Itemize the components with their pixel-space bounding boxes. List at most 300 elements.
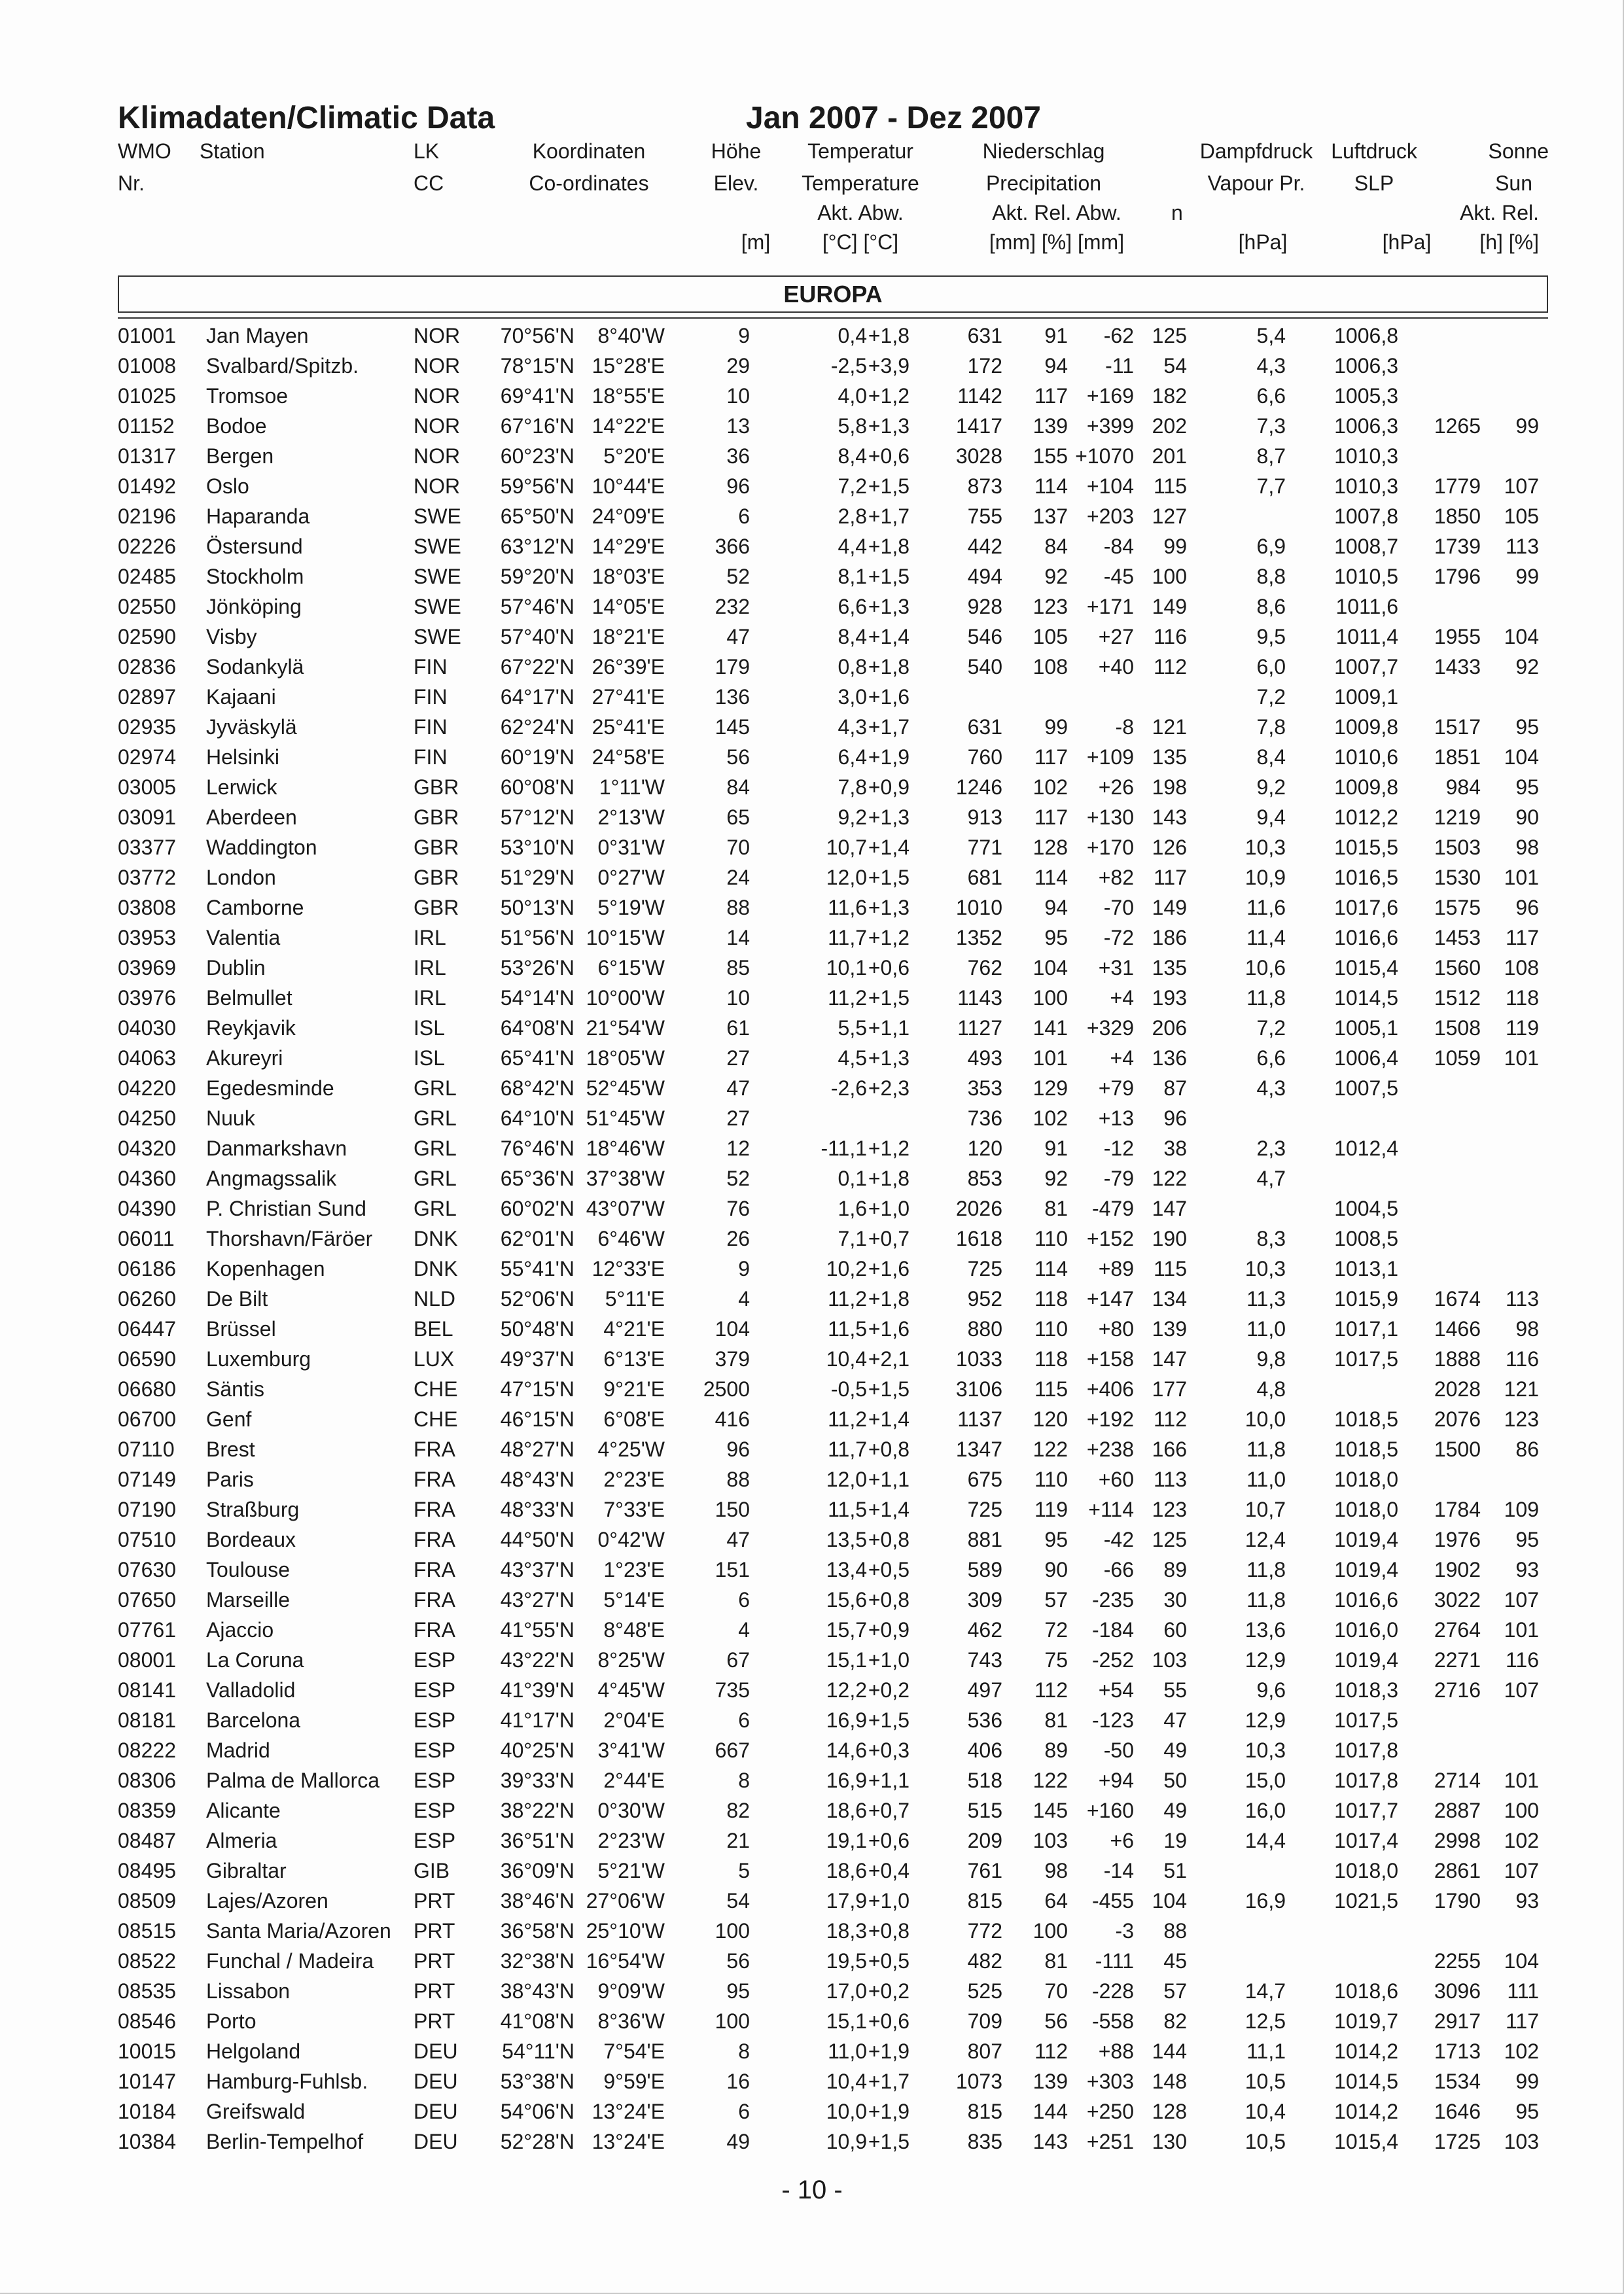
temp-anomaly: +1,5 <box>868 866 909 889</box>
precip-anomaly: +158 <box>1086 1347 1134 1371</box>
latitude: 52°28'N <box>500 2130 574 2153</box>
precip-n: 103 <box>1152 1648 1187 1672</box>
precip-anomaly: -479 <box>1091 1197 1134 1220</box>
longitude: 6°46'W <box>597 1227 665 1250</box>
vapour-pressure: 7,2 <box>1256 685 1286 709</box>
country-code: IRL <box>414 956 446 979</box>
sun-actual: 2271 <box>1434 1648 1481 1672</box>
temp-actual: 5,8 <box>838 414 867 438</box>
country-code: GRL <box>414 1106 457 1130</box>
precip-n: 147 <box>1152 1347 1187 1371</box>
station-name: Dublin <box>206 956 266 979</box>
station-name: Santa Maria/Azoren <box>206 1919 391 1943</box>
vapour-pressure: 15,0 <box>1244 1769 1286 1792</box>
precip-actual: 3106 <box>955 1377 1002 1401</box>
temp-anomaly: +1,4 <box>868 1407 909 1431</box>
country-code: SWE <box>414 504 461 528</box>
station-name: Danmarkshavn <box>206 1137 347 1160</box>
header-temperature: Temperature <box>802 171 919 195</box>
temp-actual: 12,0 <box>826 866 867 889</box>
precip-actual: 518 <box>967 1769 1002 1792</box>
precip-actual: 1010 <box>955 896 1002 919</box>
sun-relative: 108 <box>1504 956 1539 979</box>
precip-anomaly: -111 <box>1095 1949 1134 1973</box>
elevation: 179 <box>715 655 750 679</box>
header-slp-unit: [hPa] <box>1382 230 1432 254</box>
table-row <box>0 1976 1624 2006</box>
station-name: Funchal / Madeira <box>206 1949 374 1973</box>
temp-anomaly: +1,2 <box>868 1137 909 1160</box>
precip-anomaly: +203 <box>1086 504 1134 528</box>
precip-actual: 1127 <box>957 1016 1002 1040</box>
precip-actual: 1142 <box>957 384 1002 408</box>
sun-actual: 3022 <box>1434 1588 1481 1612</box>
table-row <box>0 411 1624 441</box>
wmo-number: 03808 <box>118 896 176 919</box>
precip-relative: 102 <box>1033 1106 1068 1130</box>
table-row <box>0 1464 1624 1494</box>
table-row <box>0 471 1624 501</box>
sun-actual: 1500 <box>1434 1438 1481 1461</box>
vapour-pressure: 10,0 <box>1244 1407 1286 1431</box>
temp-anomaly: +1,9 <box>868 2100 909 2123</box>
station-name: Brest <box>206 1438 255 1461</box>
precip-actual: 771 <box>967 836 1002 859</box>
precip-anomaly: +406 <box>1086 1377 1134 1401</box>
sea-level-pressure: 1018,0 <box>1334 1498 1398 1521</box>
country-code: PRT <box>414 1889 455 1913</box>
temp-actual: 7,2 <box>838 474 867 498</box>
longitude: 2°04'E <box>603 1708 665 1732</box>
precip-n: 47 <box>1163 1708 1187 1732</box>
sea-level-pressure: 1005,1 <box>1334 1016 1398 1040</box>
header-sun-sub: Akt. Rel. <box>1460 201 1539 224</box>
sea-level-pressure: 1017,5 <box>1334 1347 1398 1371</box>
sun-actual: 984 <box>1445 775 1481 799</box>
precip-n: 149 <box>1152 595 1187 618</box>
wmo-number: 04220 <box>118 1076 176 1100</box>
country-code: PRT <box>414 1949 455 1973</box>
precip-n: 112 <box>1153 655 1187 679</box>
temp-actual: 11,5 <box>828 1317 867 1341</box>
sea-level-pressure: 1010,3 <box>1334 474 1398 498</box>
precip-actual: 743 <box>967 1648 1002 1672</box>
sun-actual: 1796 <box>1434 565 1481 588</box>
vapour-pressure: 10,3 <box>1244 836 1286 859</box>
page-number: - 10 - <box>781 2176 843 2204</box>
elevation: 67 <box>726 1648 750 1672</box>
station-name: Toulouse <box>206 1558 291 1581</box>
sea-level-pressure: 1016,5 <box>1334 866 1398 889</box>
temp-anomaly: +0,5 <box>868 1558 909 1581</box>
latitude: 57°12'N <box>500 805 574 829</box>
precip-n: 123 <box>1152 1498 1187 1521</box>
temp-actual: 19,5 <box>826 1949 867 1973</box>
latitude: 64°08'N <box>500 1016 574 1040</box>
precip-n: 117 <box>1153 866 1187 889</box>
region-label: EUROPA <box>783 281 883 308</box>
sea-level-pressure: 1010,6 <box>1334 745 1398 769</box>
table-row <box>0 1494 1624 1525</box>
latitude: 41°39'N <box>500 1678 574 1702</box>
latitude: 69°41'N <box>500 384 574 408</box>
sun-relative: 93 <box>1515 1889 1539 1913</box>
sun-actual: 1517 <box>1434 715 1481 739</box>
precip-n: 104 <box>1152 1889 1187 1913</box>
precip-anomaly: +104 <box>1086 474 1134 498</box>
country-code: GRL <box>414 1137 457 1160</box>
temp-actual: 3,0 <box>838 685 867 709</box>
precip-anomaly: -12 <box>1103 1137 1134 1160</box>
station-name: London <box>206 866 276 889</box>
vapour-pressure: 9,4 <box>1256 805 1286 829</box>
elevation: 366 <box>715 535 750 558</box>
vapour-pressure: 10,6 <box>1244 956 1286 979</box>
vapour-pressure: 7,2 <box>1256 1016 1286 1040</box>
station-name: Hamburg-Fuhlsb. <box>206 2070 368 2093</box>
temp-actual: 4,5 <box>838 1046 867 1070</box>
sea-level-pressure: 1010,5 <box>1334 565 1398 588</box>
sea-level-pressure: 1016,6 <box>1334 1588 1398 1612</box>
country-code: GRL <box>414 1197 457 1220</box>
longitude: 6°08'E <box>603 1407 665 1431</box>
header-vp-unit: [hPa] <box>1238 230 1288 254</box>
elevation: 10 <box>726 986 750 1010</box>
table-row <box>0 501 1624 531</box>
latitude: 38°22'N <box>500 1799 574 1822</box>
station-name: Lajes/Azoren <box>206 1889 328 1913</box>
precip-n: 126 <box>1152 836 1187 859</box>
precip-n: 89 <box>1163 1558 1187 1581</box>
table-row <box>0 561 1624 591</box>
sea-level-pressure: 1009,1 <box>1334 685 1398 709</box>
temp-actual: 0,4 <box>838 324 867 347</box>
sun-relative: 95 <box>1515 1528 1539 1551</box>
latitude: 55°41'N <box>500 1257 574 1280</box>
precip-anomaly: -8 <box>1115 715 1134 739</box>
country-code: PRT <box>414 1919 455 1943</box>
wmo-number: 08306 <box>118 1769 176 1792</box>
precip-anomaly: +251 <box>1086 2130 1134 2153</box>
temp-actual: 4,4 <box>838 535 867 558</box>
table-row <box>0 712 1624 742</box>
precip-actual: 2026 <box>955 1197 1002 1220</box>
temp-actual: 5,5 <box>838 1016 867 1040</box>
temp-anomaly: +0,6 <box>868 2009 909 2033</box>
sun-actual: 1059 <box>1434 1046 1481 1070</box>
wmo-number: 08535 <box>118 1979 176 2003</box>
precip-relative: 100 <box>1033 1919 1068 1943</box>
precip-relative: 81 <box>1044 1708 1068 1732</box>
sun-actual: 2917 <box>1434 2009 1481 2033</box>
station-name: Berlin-Tempelhof <box>206 2130 364 2153</box>
table-row <box>0 802 1624 832</box>
precip-anomaly: -11 <box>1105 354 1134 378</box>
station-name: Alicante <box>206 1799 281 1822</box>
precip-anomaly: -62 <box>1103 324 1134 347</box>
wmo-number: 07510 <box>118 1528 176 1551</box>
vapour-pressure: 10,3 <box>1244 1738 1286 1762</box>
elevation: 70 <box>726 836 750 859</box>
latitude: 36°51'N <box>500 1829 574 1852</box>
precip-relative: 110 <box>1034 1317 1068 1341</box>
sea-level-pressure: 1015,4 <box>1334 2130 1398 2153</box>
sun-relative: 101 <box>1504 866 1539 889</box>
country-code: SWE <box>414 535 461 558</box>
latitude: 53°38'N <box>500 2070 574 2093</box>
header-prec-sub: Akt. Rel. Abw. <box>992 201 1121 224</box>
sun-actual: 1219 <box>1434 805 1481 829</box>
temp-anomaly: +1,3 <box>868 805 909 829</box>
elevation: 8 <box>738 2039 750 2063</box>
sea-level-pressure: 1008,7 <box>1334 535 1398 558</box>
temp-anomaly: +1,3 <box>868 896 909 919</box>
precip-actual: 546 <box>967 625 1002 648</box>
precip-actual: 515 <box>967 1799 1002 1822</box>
precip-n: 193 <box>1152 986 1187 1010</box>
precip-anomaly: -235 <box>1091 1588 1134 1612</box>
sea-level-pressure: 1006,8 <box>1334 324 1398 347</box>
sun-relative: 107 <box>1504 1859 1539 1882</box>
station-name: Egedesminde <box>206 1076 334 1100</box>
temp-anomaly: +0,8 <box>868 1438 909 1461</box>
longitude: 0°30'W <box>597 1799 665 1822</box>
elevation: 24 <box>726 866 750 889</box>
latitude: 54°06'N <box>500 2100 574 2123</box>
temp-actual: 11,5 <box>828 1498 867 1521</box>
table-row <box>0 1946 1624 1976</box>
longitude: 7°33'E <box>603 1498 665 1521</box>
vapour-pressure: 9,5 <box>1256 625 1286 648</box>
temp-anomaly: +1,8 <box>868 535 909 558</box>
wmo-number: 02485 <box>118 565 176 588</box>
longitude: 24°58'E <box>591 745 665 769</box>
vapour-pressure: 8,4 <box>1256 745 1286 769</box>
precip-relative: 155 <box>1033 444 1068 468</box>
country-code: ISL <box>414 1046 446 1070</box>
table-row <box>0 1163 1624 1193</box>
country-code: SWE <box>414 595 461 618</box>
station-name: Lissabon <box>206 1979 291 2003</box>
precip-n: 182 <box>1152 384 1187 408</box>
temp-actual: 17,0 <box>826 1979 867 2003</box>
precip-anomaly: -79 <box>1103 1167 1134 1190</box>
sea-level-pressure: 1007,7 <box>1334 655 1398 679</box>
vapour-pressure: 16,9 <box>1244 1889 1286 1913</box>
header-elev: Elev. <box>713 171 759 195</box>
country-code: FIN <box>414 685 448 709</box>
precip-n: 139 <box>1152 1317 1187 1341</box>
longitude: 25°10'W <box>586 1919 665 1943</box>
precip-relative: 90 <box>1044 1558 1068 1581</box>
station-name: Almeria <box>206 1829 277 1852</box>
precip-relative: 112 <box>1034 2039 1068 2063</box>
station-name: Östersund <box>206 535 303 558</box>
header-dampfdruck: Dampfdruck <box>1199 139 1313 163</box>
sun-relative: 98 <box>1515 1317 1539 1341</box>
elevation: 26 <box>726 1227 750 1250</box>
sea-level-pressure: 1017,8 <box>1334 1769 1398 1792</box>
table-row <box>0 1645 1624 1675</box>
country-code: DNK <box>414 1257 458 1280</box>
longitude: 1°11'W <box>599 775 665 799</box>
header-cc: CC <box>414 171 444 195</box>
latitude: 54°11'N <box>502 2039 574 2063</box>
station-name: Paris <box>206 1468 254 1491</box>
temp-actual: 11,2 <box>828 986 867 1010</box>
precip-n: 127 <box>1152 504 1187 528</box>
precip-n: 149 <box>1152 896 1187 919</box>
temp-anomaly: +0,6 <box>868 956 909 979</box>
longitude: 10°44'E <box>591 474 665 498</box>
longitude: 18°55'E <box>591 384 665 408</box>
elevation: 136 <box>715 685 750 709</box>
sun-actual: 1265 <box>1434 414 1481 438</box>
longitude: 2°44'E <box>603 1769 665 1792</box>
vapour-pressure: 12,9 <box>1244 1708 1286 1732</box>
precip-n: 115 <box>1153 1257 1187 1280</box>
precip-n: 38 <box>1163 1137 1187 1160</box>
longitude: 4°25'W <box>597 1438 665 1461</box>
station-name: Säntis <box>206 1377 264 1401</box>
vapour-pressure: 12,9 <box>1244 1648 1286 1672</box>
longitude: 18°46'W <box>586 1137 665 1160</box>
longitude: 21°54'W <box>586 1016 665 1040</box>
temp-actual: 8,4 <box>838 625 867 648</box>
longitude: 1°23'E <box>603 1558 665 1581</box>
precip-anomaly: -252 <box>1091 1648 1134 1672</box>
header-luftdruck: Luftdruck <box>1331 139 1417 163</box>
elevation: 47 <box>726 625 750 648</box>
vapour-pressure: 11,3 <box>1246 1287 1286 1311</box>
country-code: SWE <box>414 565 461 588</box>
precip-n: 45 <box>1163 1949 1187 1973</box>
sun-relative: 121 <box>1504 1377 1539 1401</box>
wmo-number: 06700 <box>118 1407 176 1431</box>
temp-anomaly: +0,3 <box>868 1738 909 1762</box>
longitude: 0°42'W <box>597 1528 665 1551</box>
temp-anomaly: +1,3 <box>868 1046 909 1070</box>
precip-anomaly: +89 <box>1098 1257 1134 1280</box>
station-name: Visby <box>206 625 257 648</box>
station-name: Valentia <box>206 926 281 949</box>
sun-actual: 1725 <box>1434 2130 1481 2153</box>
wmo-number: 08181 <box>118 1708 176 1732</box>
precip-anomaly: +399 <box>1086 414 1134 438</box>
temp-actual: -0,5 <box>830 1377 867 1401</box>
sun-actual: 2887 <box>1434 1799 1481 1822</box>
longitude: 51°45'W <box>586 1106 665 1130</box>
table-row <box>0 1103 1624 1133</box>
temp-anomaly: +1,6 <box>868 1257 909 1280</box>
precip-relative: 108 <box>1033 655 1068 679</box>
precip-relative: 114 <box>1034 474 1068 498</box>
sun-actual: 1784 <box>1434 1498 1481 1521</box>
longitude: 18°03'E <box>591 565 665 588</box>
header-wmo: WMO <box>118 139 171 163</box>
precip-relative: 144 <box>1033 2100 1068 2123</box>
country-code: FRA <box>414 1438 455 1461</box>
vapour-pressure: 11,1 <box>1246 2039 1286 2063</box>
longitude: 5°19'W <box>597 896 665 919</box>
precip-relative: 139 <box>1033 2070 1068 2093</box>
latitude: 60°19'N <box>500 745 574 769</box>
header-coordinates: Co-ordinates <box>529 171 649 195</box>
precip-actual: 631 <box>967 715 1002 739</box>
sun-relative: 113 <box>1505 535 1539 558</box>
precip-actual: 913 <box>967 805 1002 829</box>
sea-level-pressure: 1009,8 <box>1334 715 1398 739</box>
elevation: 4 <box>738 1287 750 1311</box>
wmo-number: 04250 <box>118 1106 176 1130</box>
country-code: FRA <box>414 1618 455 1642</box>
precip-relative: 94 <box>1044 354 1068 378</box>
precip-relative: 95 <box>1044 1528 1068 1551</box>
station-name: Waddington <box>206 836 317 859</box>
precip-n: 206 <box>1152 1016 1187 1040</box>
latitude: 50°48'N <box>500 1317 574 1341</box>
temp-anomaly: +1,4 <box>868 836 909 859</box>
vapour-pressure: 9,6 <box>1256 1678 1286 1702</box>
temp-actual: 11,2 <box>828 1407 867 1431</box>
station-name: Aberdeen <box>206 805 297 829</box>
sun-actual: 1646 <box>1434 2100 1481 2123</box>
vapour-pressure: 11,8 <box>1246 1588 1286 1612</box>
latitude: 59°20'N <box>500 565 574 588</box>
longitude: 18°05'W <box>586 1046 665 1070</box>
precip-relative: 117 <box>1034 384 1068 408</box>
longitude: 9°21'E <box>603 1377 665 1401</box>
table-row <box>0 1374 1624 1404</box>
latitude: 53°10'N <box>500 836 574 859</box>
station-name: Jyväskylä <box>206 715 297 739</box>
wmo-number: 10147 <box>118 2070 176 2093</box>
table-row <box>0 1344 1624 1374</box>
vapour-pressure: 10,7 <box>1244 1498 1286 1521</box>
temp-actual: 16,9 <box>826 1708 867 1732</box>
sun-actual: 2714 <box>1434 1769 1481 1792</box>
precip-n: 99 <box>1163 535 1187 558</box>
country-code: ESP <box>414 1648 456 1672</box>
precip-anomaly: +60 <box>1098 1468 1134 1491</box>
temp-actual: 0,1 <box>838 1167 867 1190</box>
precip-anomaly: +4 <box>1110 1046 1134 1070</box>
precip-n: 60 <box>1163 1618 1187 1642</box>
sun-relative: 99 <box>1515 565 1539 588</box>
precip-n: 201 <box>1152 444 1187 468</box>
longitude: 10°15'W <box>586 926 665 949</box>
precip-actual: 755 <box>967 504 1002 528</box>
latitude: 43°37'N <box>500 1558 574 1581</box>
sun-actual: 3096 <box>1434 1979 1481 2003</box>
temp-actual: 11,6 <box>828 896 867 919</box>
precip-n: 135 <box>1152 745 1187 769</box>
station-name: Tromsoe <box>206 384 289 408</box>
country-code: ESP <box>414 1678 456 1702</box>
longitude: 9°59'E <box>603 2070 665 2093</box>
precip-relative: 103 <box>1033 1829 1068 1852</box>
elevation: 12 <box>726 1137 750 1160</box>
period-title: Jan 2007 - Dez 2007 <box>746 101 1041 135</box>
precip-relative: 118 <box>1034 1287 1068 1311</box>
station-name: Sodankylä <box>206 655 304 679</box>
table-row <box>0 2126 1624 2157</box>
precip-anomaly: +250 <box>1086 2100 1134 2123</box>
elevation: 6 <box>738 504 750 528</box>
temp-anomaly: +1,5 <box>868 1377 909 1401</box>
country-code: NLD <box>414 1287 456 1311</box>
precip-anomaly: +303 <box>1086 2070 1134 2093</box>
